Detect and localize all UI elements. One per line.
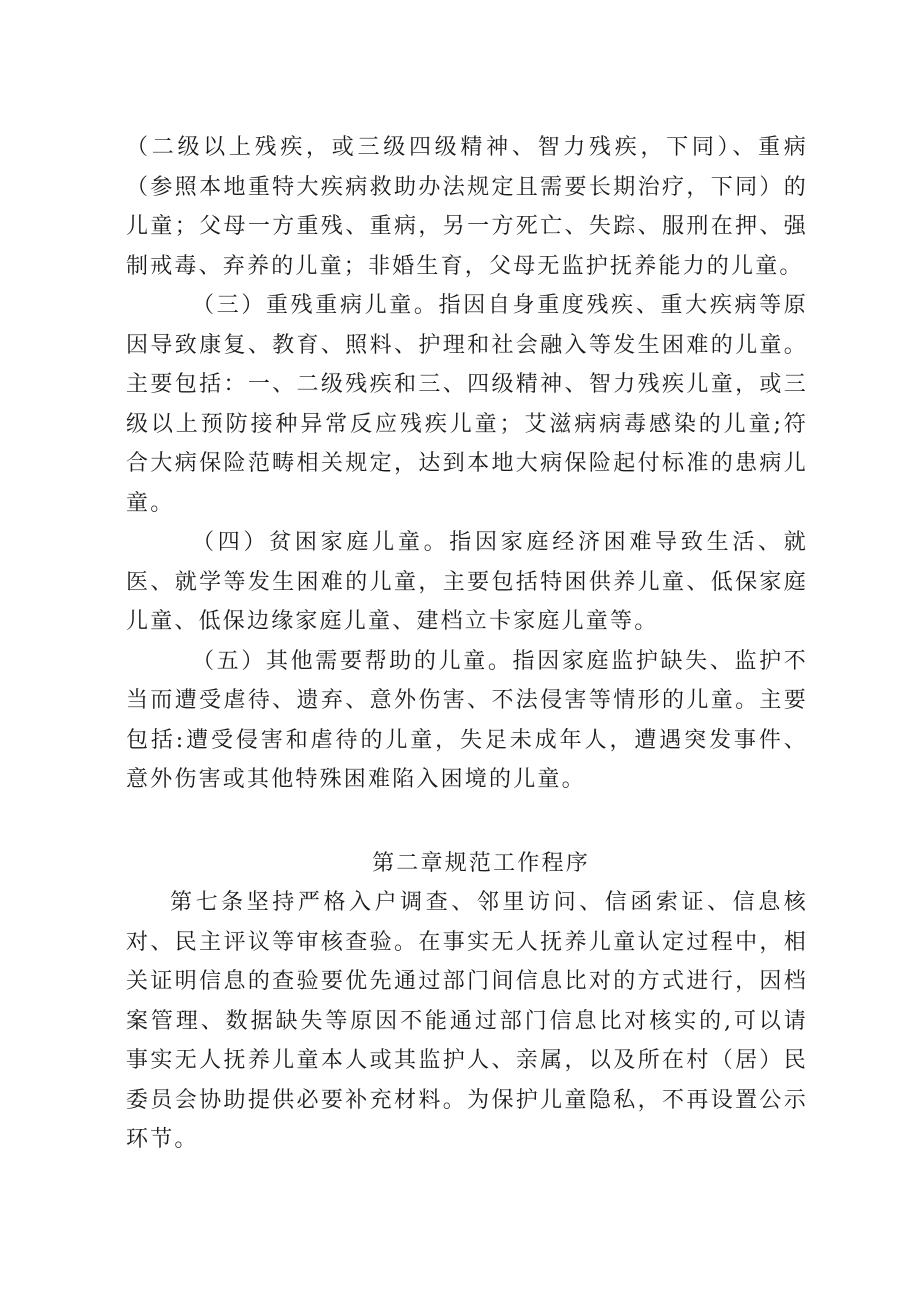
paragraph-poor-family-children: （四）贫困家庭儿童。指因家庭经济困难导致生活、就医、就学等发生困难的儿童，主要包括特困供养儿童、低保家庭儿童、低保边缘家庭儿童、建档立卡家庭儿童等。: [126, 530, 808, 634]
article-seven-paragraph: 第七条坚持严格入户调查、邻里访问、信函索证、信息核对、民主评议等审核查验。在事实无人抚养儿童认定过程中，相关证明信息的查验要优先通过部门间信息比对的方式进行，因档案管理、数据缺失等原因不能通过部门信息比对核实的,可以请事实无人抚养儿童本人或其监护人、亲属，以及所在村（居）民委员会协助提供必要补充材料。为保护儿童隐私，不再设置公示环节。: [126, 890, 808, 1152]
chapter-heading: 第二章规范工作程序: [372, 850, 590, 876]
paragraph-severe-disability-children: （三）重残重病儿童。指因自身重度残疾、重大疾病等原因导致康复、教育、照料、护理和社会融入等发生困难的儿童。主要包括：一、二级残疾和三、四级精神、智力残疾儿童，或三级以上预防接种异常反应残疾儿童；艾滋病病毒感染的儿童;符合大病保险范畴相关规定，达到本地大病保险起付标准的患病儿童。: [126, 293, 808, 516]
document-body: [126, 128, 808, 1160]
continuation-paragraph: （二级以上残疾，或三级四级精神、智力残疾，下同）、重病（参照本地重特大疾病救助办法规定且需要长期治疗，下同）的儿童；父母一方重残、重病，另一方死亡、失踪、服刑在押、强制戒毒、弃养的儿童；非婚生育，父母无监护抚养能力的儿童。: [126, 135, 808, 279]
section-spacer: [126, 800, 808, 844]
paragraph-other-children-in-need: （五）其他需要帮助的儿童。指因家庭监护缺失、监护不当而遭受虐待、遗弃、意外伤害、不法侵害等情形的儿童。主要包括:遭受侵害和虐待的儿童，失足未成年人，遭遇突发事件、意外伤害或其他特殊困难陷入困境的儿童。: [126, 648, 808, 792]
